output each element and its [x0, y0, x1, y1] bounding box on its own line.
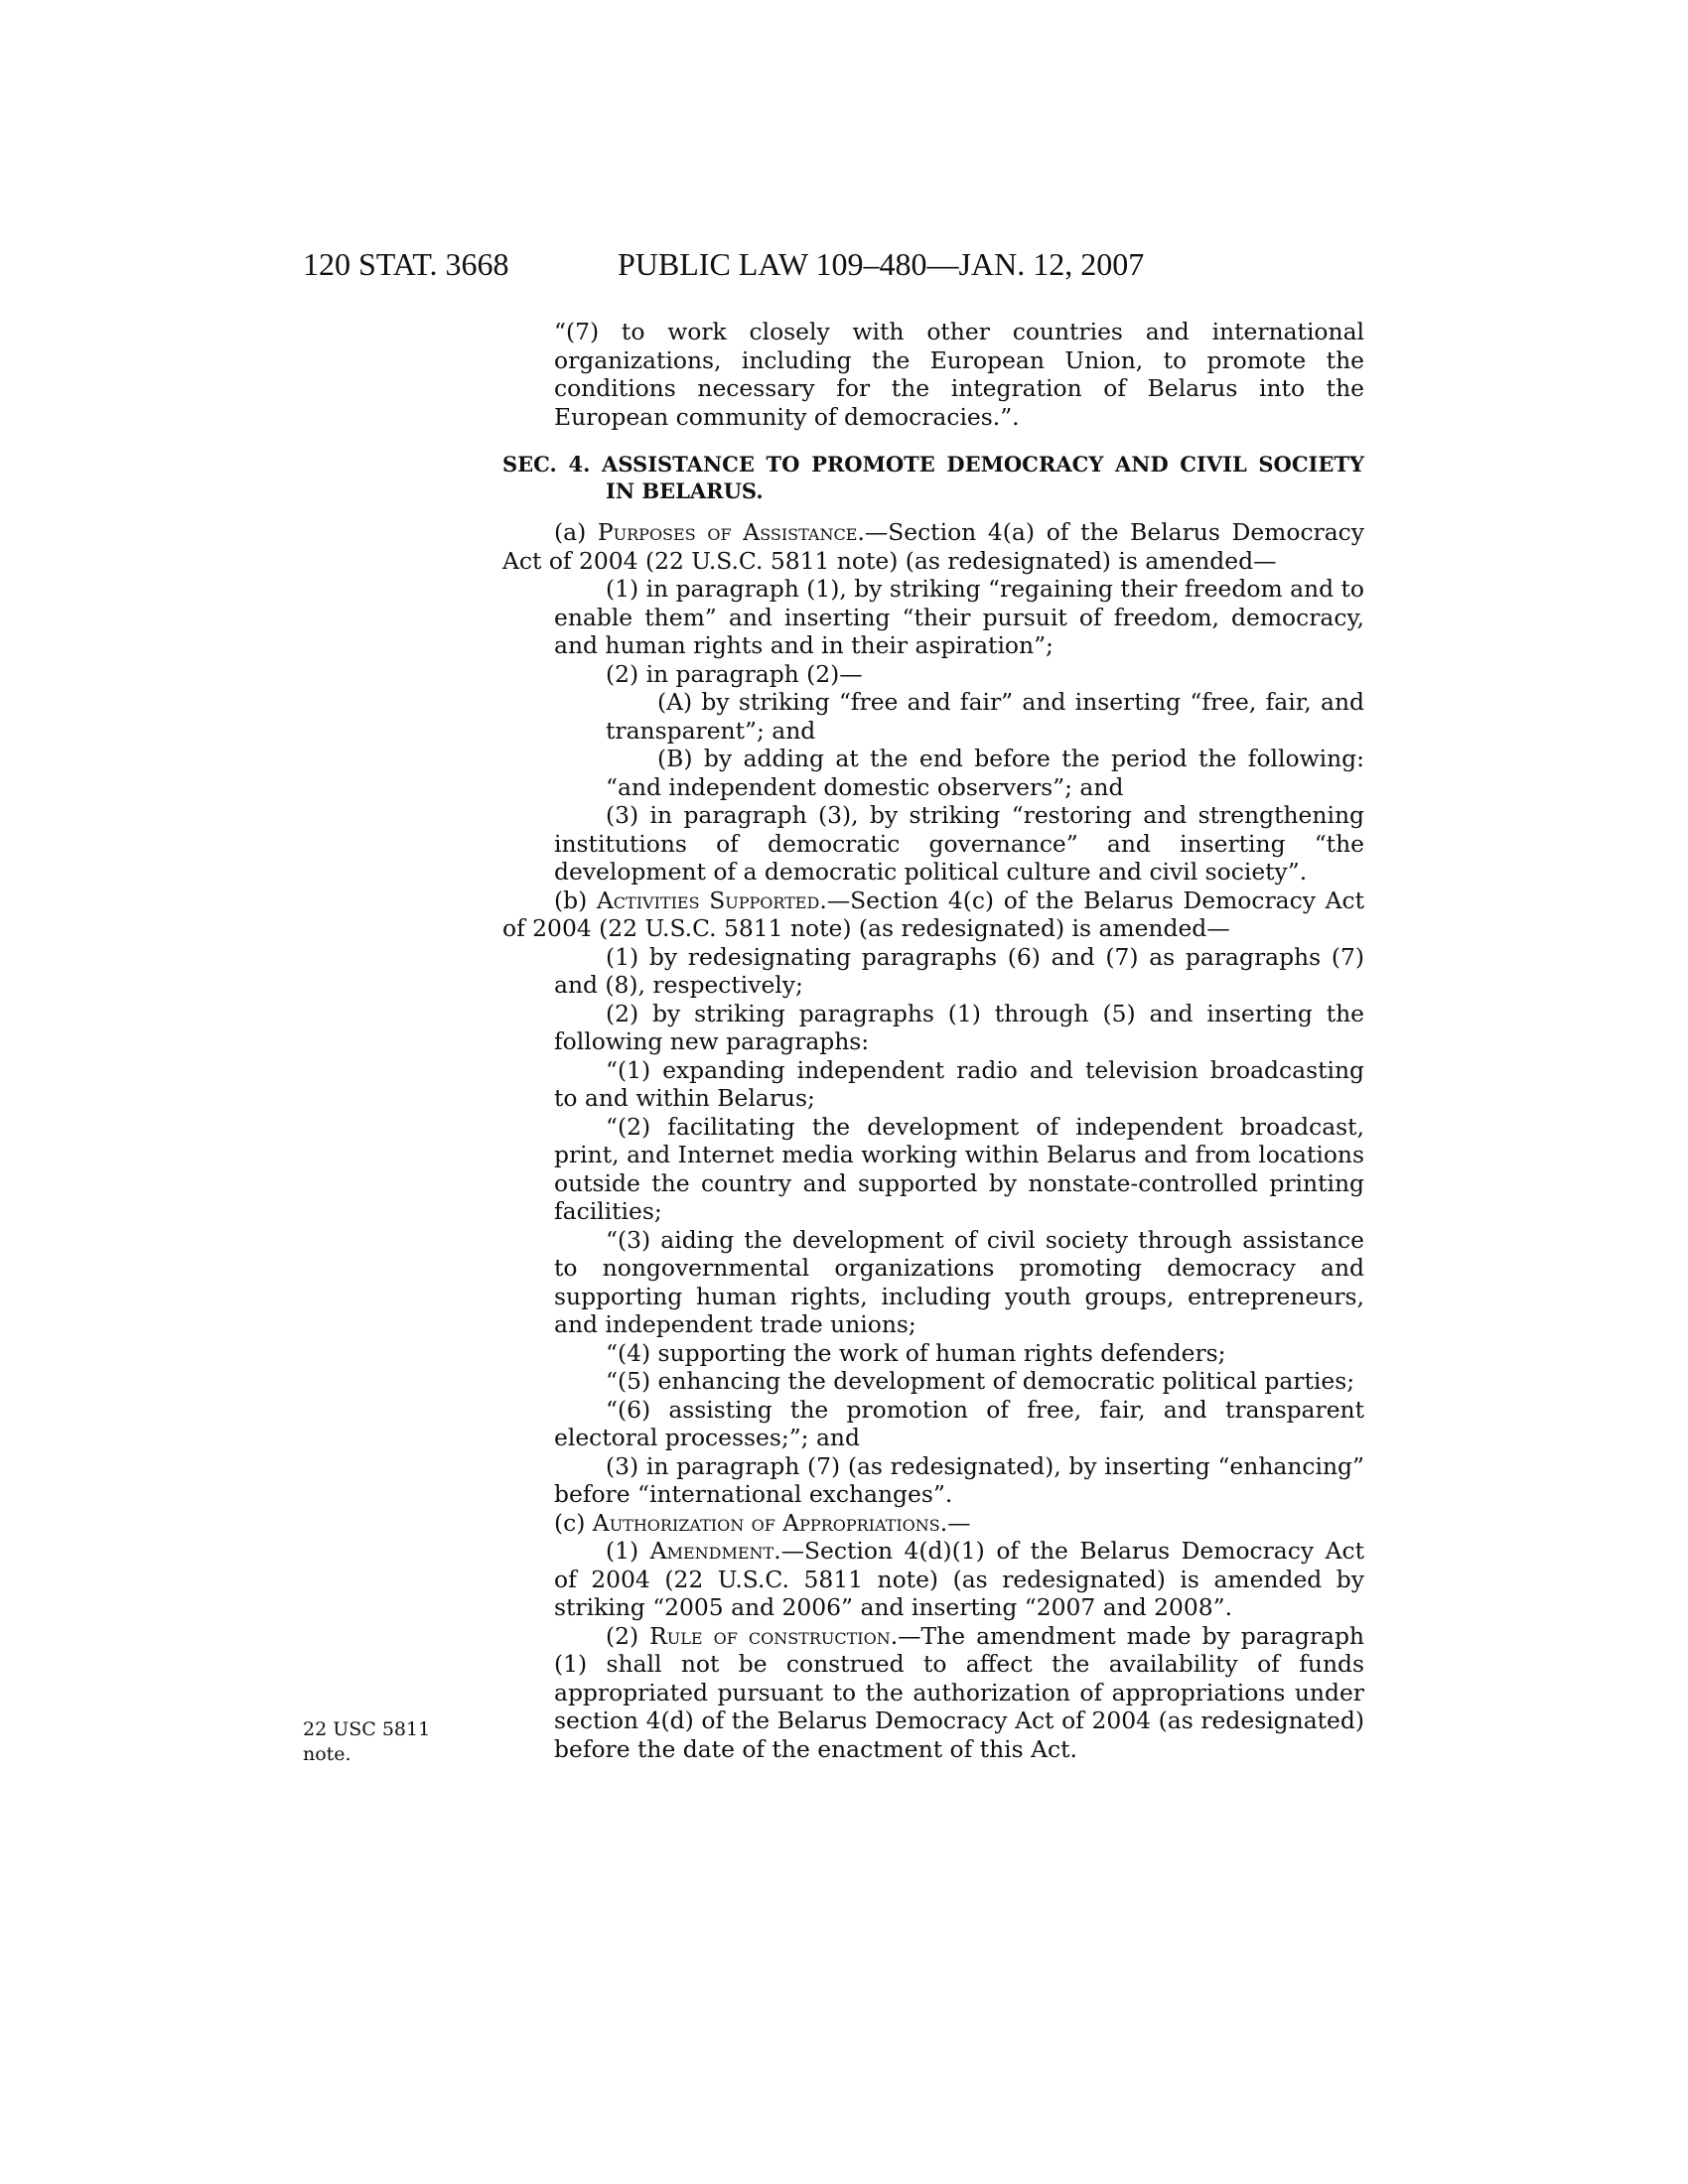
quoted-paragraph-b4: “(4) supporting the work of human rights defenders; — [606, 1338, 1226, 1367]
paragraph-c2 — [502, 1622, 1364, 1764]
subsection-a-label: (a) — [554, 518, 598, 546]
subsection-b — [502, 887, 1364, 943]
subparagraph-a2B: (B) by adding at the end before the period the following: “and independent domestic observers”; and — [606, 745, 1364, 801]
quoted-paragraph-b6: “(6) assisting the promotion of free, fair, and transparent electoral processes;”; and — [554, 1395, 1364, 1451]
law-citation: PUBLIC LAW 109–480—JAN. 12, 2007 — [618, 246, 1145, 282]
paragraph-c1-label: (1) — [606, 1537, 650, 1565]
subsection-a — [502, 518, 1364, 575]
quoted-paragraph-b2: “(2) facilitating the development of independent broadcast, print, and Internet media working within Belarus and from locations outside the country and supported by nonstate-controlled printing facilities; — [554, 1112, 1364, 1225]
paragraph-b2: (2) by striking paragraphs (1) through (5) and inserting the following new paragraphs: — [554, 999, 1364, 1055]
subsection-c-label: (c) — [554, 1508, 593, 1537]
quoted-paragraph-7: “(7) to work closely with other countries and international organizations, including the European Union, to promote the conditions necessary for the integration of Belarus into the European community of democracies.”. — [554, 318, 1364, 431]
quoted-paragraph-b3: “(3) aiding the development of civil society through assistance to nongovernmental organizations promoting democracy and supporting human rights, including youth groups, entrepreneurs, and independent trade unions; — [554, 1225, 1364, 1338]
subsection-b-caption: Activities Supported — [596, 886, 820, 914]
subsection-c-caption: Authorization of Appropriations — [592, 1508, 940, 1537]
paragraph-c2-label: (2) — [606, 1621, 650, 1650]
subsection-a-caption: Purposes of Assistance — [597, 518, 858, 546]
paragraph-c2-text: .—The amendment made by paragraph (1) shall not be construed to affect the availability of funds appropriated pursuant to the authorization of appropriations under section 4(d) of the Belarus Democracy Act of 2004 (as redesignated) before the date of the enactment of this Act. — [554, 1621, 1364, 1763]
paragraph-a3: (3) in paragraph (3), by striking “restoring and strengthening institutions of democratic governance” and inserting “the development of a democratic political culture and civil society”. — [554, 801, 1364, 886]
quoted-paragraph-b1: “(1) expanding independent radio and television broadcasting to and within Belarus; — [554, 1055, 1364, 1112]
quoted-paragraph-b5: “(5) enhancing the development of democratic political parties; — [606, 1367, 1355, 1395]
margin-note — [303, 1717, 492, 1767]
subsection-b-label: (b) — [554, 886, 597, 914]
paragraph-c1 — [502, 1537, 1364, 1622]
subsection-c — [502, 1509, 1364, 1538]
subsection-c-text: .— — [939, 1508, 971, 1537]
paragraph-b1: (1) by redesignating paragraphs (6) and (7) as paragraphs (7) and (8), respectively; — [554, 942, 1364, 999]
page-number: 120 STAT. 3668 — [303, 246, 509, 282]
margin-note-line-1: 22 USC 5811 — [303, 1718, 431, 1740]
paragraph-b3: (3) in paragraph (7) (as redesignated), by inserting “enhancing” before “international exchanges”. — [554, 1451, 1364, 1508]
section-heading: SEC. 4. ASSISTANCE TO PROMOTE DEMOCRACY AND CIVIL SOCIETY IN BELARUS. — [502, 452, 1364, 503]
paragraph-a1: (1) in paragraph (1), by striking “regaining their freedom and to enable them” and inserting “their pursuit of freedom, democracy, and human rights and in their aspiration”; — [554, 575, 1364, 659]
paragraph-c1-text: .—Section 4(d)(1) of the Belarus Democracy Act of 2004 (22 U.S.C. 5811 note) (as redesignated) is amended by striking “2005 and 2006” and inserting “2007 and 2008”. — [554, 1537, 1364, 1621]
paragraph-a2: (2) in paragraph (2)— — [606, 659, 863, 688]
subsection-b-text: .—Section 4(c) of the Belarus Democracy Act of 2004 (22 U.S.C. 5811 note) (as redesignated) is amended— — [502, 886, 1364, 942]
subparagraph-a2A: (A) by striking “free and fair” and inserting “free, fair, and transparent”; and — [606, 688, 1364, 745]
margin-note-line-2: note. — [303, 1743, 352, 1765]
subsection-a-text: .—Section 4(a) of the Belarus Democracy Act of 2004 (22 U.S.C. 5811 note) (as redesignated) is amended— — [502, 518, 1364, 575]
paragraph-c1-caption: Amendment — [649, 1537, 774, 1565]
paragraph-c2-caption: Rule of construction — [649, 1621, 891, 1650]
running-header — [303, 246, 1365, 290]
document-body — [502, 318, 1364, 1763]
